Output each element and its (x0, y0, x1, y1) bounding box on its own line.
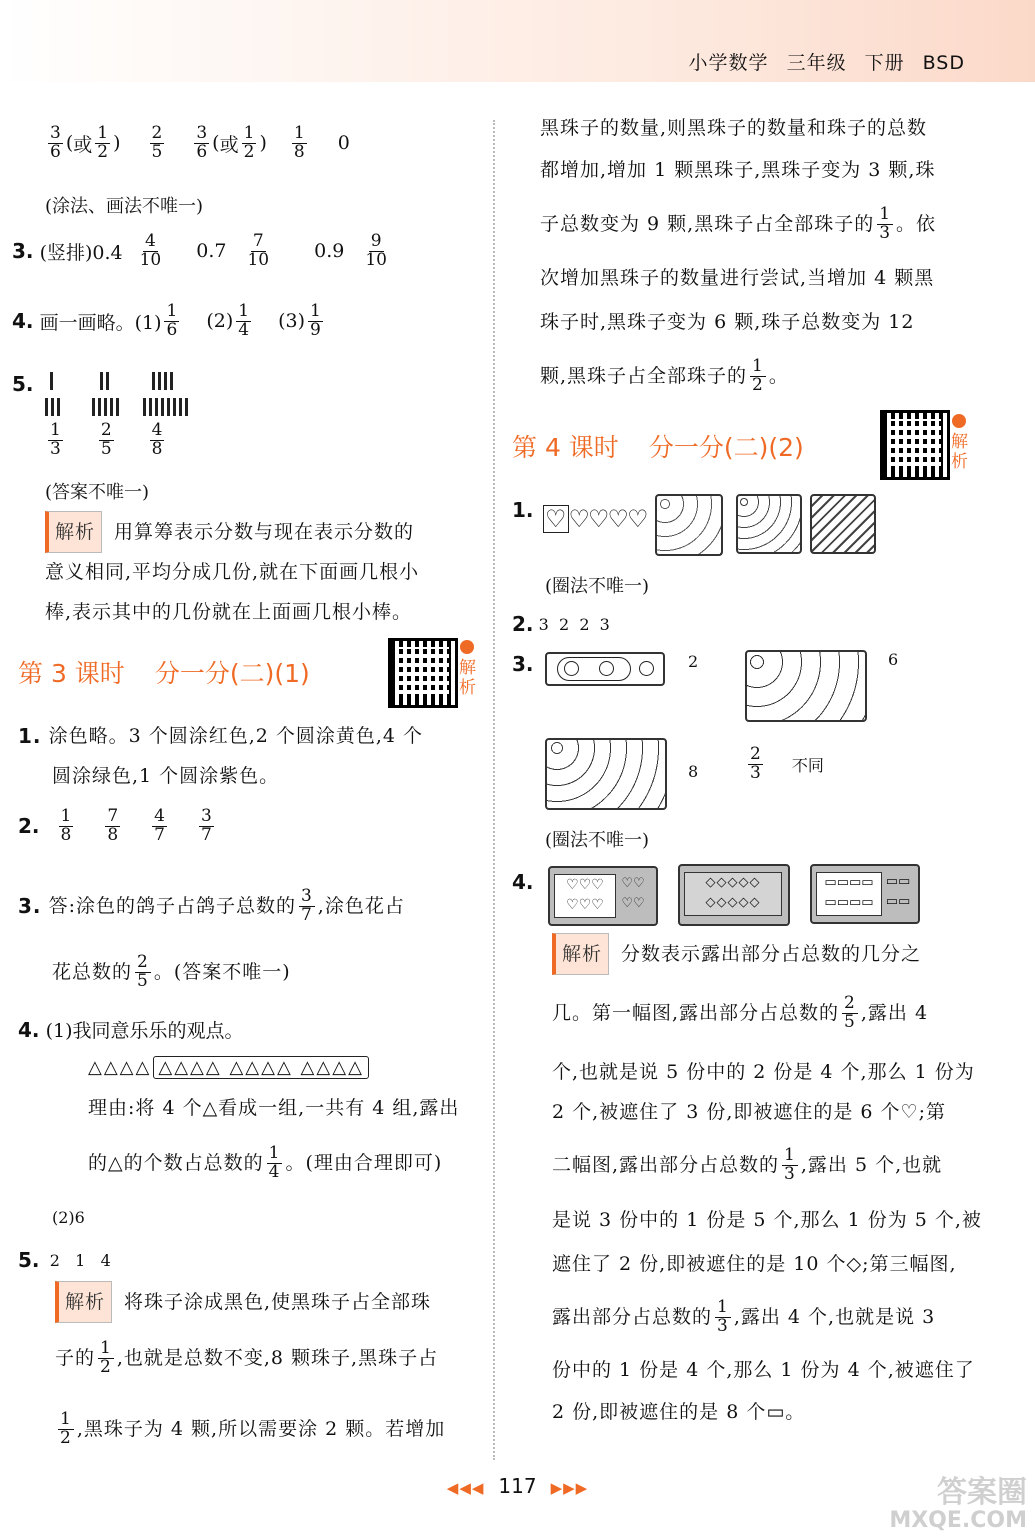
l3-q4-part2: (2)6 (52, 1208, 85, 1227)
qr-code[interactable] (388, 638, 458, 708)
rod-bottom-3 (143, 398, 188, 416)
note: (涂法、画法不唯一) (45, 196, 204, 217)
q1-number: 1. (512, 498, 534, 522)
triangle-groups: △△△△ △△△△ △△△△ △△△△ (88, 1056, 369, 1079)
l3-q3: 3. 答:涂色的鸽子占鸽子总数的 $\frac{3}{7}$ ,涂色花占 花总数的 $\frac{2}{5}$ 。(答案不唯一) (18, 885, 405, 991)
analysis-2-continued: 黑珠子的数量,则黑珠子的数量和珠子的总数 都增加,增加 1 颗黑珠子,黑珠子变为 3 颗,珠 子总数变为 9 颗,黑珠子占全部珠子的 $\frac{1}{3}$ 。依 次增加黑珠子的数量进行尝试,当增加 4 颗黑 珠子时,黑珠子变为 6 颗,珠子总数变为 12 颗,黑珠子占全部珠子的 $\frac{1}{2}$ 。 (540, 117, 937, 395)
l3-q2: 2. $\frac{1}{8}$ $\frac{7}{8}$ $\frac{4}{7}$ $\frac{3}{7}$ (18, 806, 212, 845)
note: (答案不唯一) (45, 482, 150, 503)
heart-circled: ♡ (545, 505, 567, 533)
q2: 2. 3 2 2 3 (512, 612, 610, 636)
page-footer (0, 1474, 1035, 1498)
hidden-hearts-card: ♡♡♡ ♡♡♡ ♡♡ ♡♡ (548, 866, 658, 926)
right-arrows-icon: ▶▶▶ (550, 1479, 589, 1497)
left-arrows-icon: ◀◀◀ (446, 1479, 485, 1497)
qr-code[interactable] (880, 410, 950, 480)
circle-box-3 (545, 738, 667, 810)
analysis-2: 解析 将珠子涂成黑色,使黑珠子占全部珠 子的 $\frac{1}{2}$ ,也就是总数不变,8 颗珠子,黑珠子占 $\frac{1}{2}$ ,黑珠子为 4 颗,所以需要涂 2 颗。若增加 (55, 1282, 493, 1464)
q5-fractions: $\frac{1}{3}$ $\frac{2}{5}$ $\frac{4}{8}$ (50, 420, 163, 459)
volume: 下册 (864, 52, 905, 74)
note: (圈法不唯一) (545, 576, 650, 597)
watermark: 答案圈 MXQE.COM (889, 1475, 1027, 1533)
top-answer-line: $\frac{3}{6}$ ( 或 $\frac{1}{2}$ ) $\frac{2}{5}$ $\frac{3}{6}$ ( 或 $\frac{1}{2}$ ) $\frac{1}{8}$ 0 (50, 123, 350, 162)
column-divider (493, 120, 495, 1460)
q4-analysis: 解析 分数表示露出部分占总数的几分之 几。第一幅图,露出部分占总数的 $\frac{2}{5}$ ,露出 4 个,也就是说 5 份中的 2 份是 4 个,那么 1 份为 2 个,被遮住了 3 份,即被遮住的是 6 个♡;第 二幅图,露出部分占总数的 $\frac{1}{3}$ ,露出 5 个,也就 是说 3 份中的 1 份是 5 个,那么 1 份为 5 个,被 遮住了 2 份,即被遮住的是 10 个◇;第三幅图, 露出部分占总数的 $\frac{1}{3}$ ,露出 4 个,也就是说 3 份中的 1 份是 4 个,那么 1 份为 4 个,被遮住了 2 份,即被遮住的是 8 个▭。 (552, 934, 992, 1432)
subject: 小学数学 (688, 52, 769, 74)
fraction: $\frac{3}{6}$ (50, 123, 61, 162)
lesson-4-title: 第 4 课时 分一分(二)(2) (512, 433, 804, 462)
qr-label: 解析 (459, 658, 476, 698)
circle-box-1 (545, 652, 665, 686)
lesson-3-title: 第 3 课时 分一分(二)(1) (18, 659, 310, 688)
note: (圈法不唯一) (545, 830, 650, 851)
l3-q4-line1: 4. (1)我同意乐乐的观点。 (18, 1017, 244, 1042)
play-icon (952, 414, 966, 428)
q3-number: 3. (512, 652, 534, 676)
play-icon (460, 640, 474, 654)
page-number: 117 (498, 1474, 537, 1498)
q4-number: 4. (512, 870, 534, 894)
page-header (671, 48, 965, 75)
rod-bottom-1 (45, 398, 60, 416)
analysis-tag: 解析 (45, 511, 102, 553)
q4-line: 4. 画一画略。(1) $\frac{1}{6}$ (2) $\frac{1}{4}$ (3) $\frac{1}{9}$ (12, 301, 321, 340)
triangle-box: △△△△ △△△△ △△△△ (153, 1056, 369, 1079)
hidden-diamonds-card: ◇◇◇◇◇ ◇◇◇◇◇ (678, 864, 790, 926)
q3-fraction: $\frac{2}{3}$ 不同 (750, 744, 824, 783)
analysis-1: 解析 用算筹表示分数与现在表示分数的 意义相同,平均分成几份,就在下面画几根小 棒,表示其中的几份就在上面画几根小棒。 (45, 512, 485, 632)
hidden-rectangles-card: ▭▭▭▭ ▭▭▭▭ ▭▭ ▭▭ (810, 864, 920, 924)
q5-number: 5. (12, 372, 34, 396)
analysis-tag: 解析 (55, 1281, 112, 1323)
edition: BSD (922, 52, 965, 74)
circle-grid (655, 494, 723, 556)
rod-top-1 (50, 372, 53, 390)
qr-label: 解析 (951, 432, 968, 472)
slant-grid (810, 494, 876, 554)
grade: 三年级 (786, 52, 847, 74)
l3-q1: 1. 涂色略。3 个圆涂红色,2 个圆涂黄色,4 个 圆涂绿色,1 个圆涂紫色。 (18, 724, 424, 787)
hearts: ♡ ♡♡♡♡ (545, 505, 647, 533)
rod-bottom-2 (92, 398, 119, 416)
q3-line: 3. (竖排)0.4 $\frac{4}{10}$ 0.7 $\frac{7}{10}$ 0.9 $\frac{9}{10}$ (12, 231, 387, 270)
q3-answer-3: 8 (688, 762, 699, 781)
rod-top-3 (152, 372, 173, 390)
q3-answer-2: 6 (888, 650, 899, 669)
q3-answer-1: 2 (688, 652, 699, 671)
analysis-tag: 解析 (552, 933, 609, 975)
rod-top-2 (100, 372, 109, 390)
l3-q5: 5. 2 1 4 (18, 1248, 111, 1272)
l3-q4-reason: 理由:将 4 个△看成一组,一共有 4 组,露出 的△的个数占总数的 $\frac{1}{4}$ 。(理由合理即可) (88, 1097, 460, 1182)
circle-box-2 (745, 650, 867, 722)
dot-grid (736, 494, 802, 554)
